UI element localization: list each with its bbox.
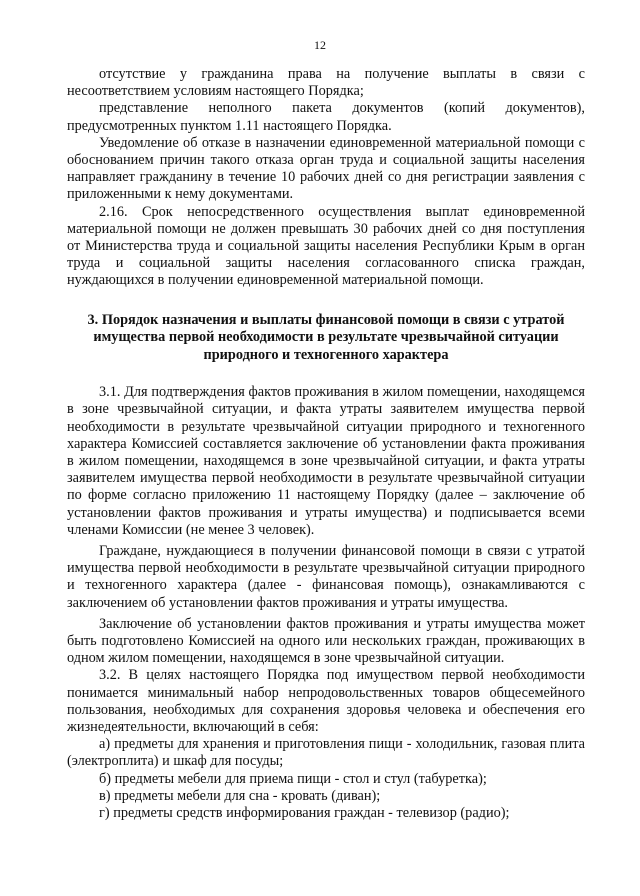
section-heading-line: 3. Порядок назначения и выплаты финансовой помощи в связи с утратой [87, 311, 565, 328]
section-heading [67, 312, 585, 365]
paragraph: 3.1. Для подтверждения фактов проживания в жилом помещении, находящемся в зоне чрезвычайной ситуации, и факта утраты заявителем имущества первой необходимости в результате чрезвычайной ситуации природного и техногенного характера Комиссией составляется заключение об установлении факта проживания в жилом помещении, находящемся в зоне чрезвычайной ситуации, и факта утраты заявителем имущества первой необходимости в результате чрезвычайной ситуации по форме согласно приложению 11 настоящему Порядку (далее – заключение об установлении фактов проживания и утраты имущества) и подписывается всеми членами Комиссии (не менее 3 человек). [67, 384, 585, 538]
section-heading-line: природного и техногенного характера [203, 346, 449, 363]
paragraph: представление неполного пакета документов (копий документов), предусмотренных пунктом 1.11 настоящего Порядка. [67, 100, 585, 134]
list-item: г) предметы средств информирования граждан - телевизор (радио); [99, 805, 510, 822]
paragraph: отсутствие у гражданина права на получение выплаты в связи с несоответствием условиям настоящего Порядка; [67, 66, 585, 100]
paragraph: 2.16. Срок непосредственного осуществления выплат единовременной материальной помощи не должен превышать 30 рабочих дней со дня поступления от Министерства труда и социальной защиты населения Республики Крым в орган труда и социальной защиты населения согласованного списка граждан, нуждающихся в получении единовременной материальной помощи. [67, 203, 585, 289]
paragraph: 3.2. В целях настоящего Порядка под имуществом первой необходимости понимается минимальный набор непродовольственных товаров общесемейного пользования, необходимых для сохранения здоровья человека и обеспечения его жизнедеятельности, включающий в себя: [67, 667, 585, 735]
list-item: б) предметы мебели для приема пищи - стол и стул (табуретка); [99, 770, 487, 787]
document-body [67, 66, 585, 822]
list-item: в) предметы мебели для сна - кровать (диван); [99, 787, 381, 804]
section-heading-line: имущества первой необходимости в результате чрезвычайной ситуации [93, 329, 559, 346]
list-item: а) предметы для хранения и приготовления пищи - холодильник, газовая плита (электроплита) и шкаф для посуды; [67, 736, 585, 770]
paragraph: Заключение об установлении фактов проживания и утраты имущества может быть подготовлено Комиссией на одного или нескольких граждан, проживающих в одном жилом помещении, находящемся в зоне чрезвычайной ситуации. [67, 615, 585, 667]
paragraph: Уведомление об отказе в назначении единовременной материальной помощи с обоснованием причин такого отказа орган труда и социальной защиты населения направляет гражданину в течение 10 рабочих дней со дня регистрации заявления с приложенными к нему документами. [67, 134, 585, 203]
page-number: 12 [314, 38, 326, 52]
paragraph: Граждане, нуждающиеся в получении финансовой помощи в связи с утратой имущества первой необходимости в результате чрезвычайной ситуации природного и техногенного характера (далее - финансовая помощь), ознакамливаются с заключением об установлении фактов проживания и утраты имущества. [67, 542, 585, 611]
